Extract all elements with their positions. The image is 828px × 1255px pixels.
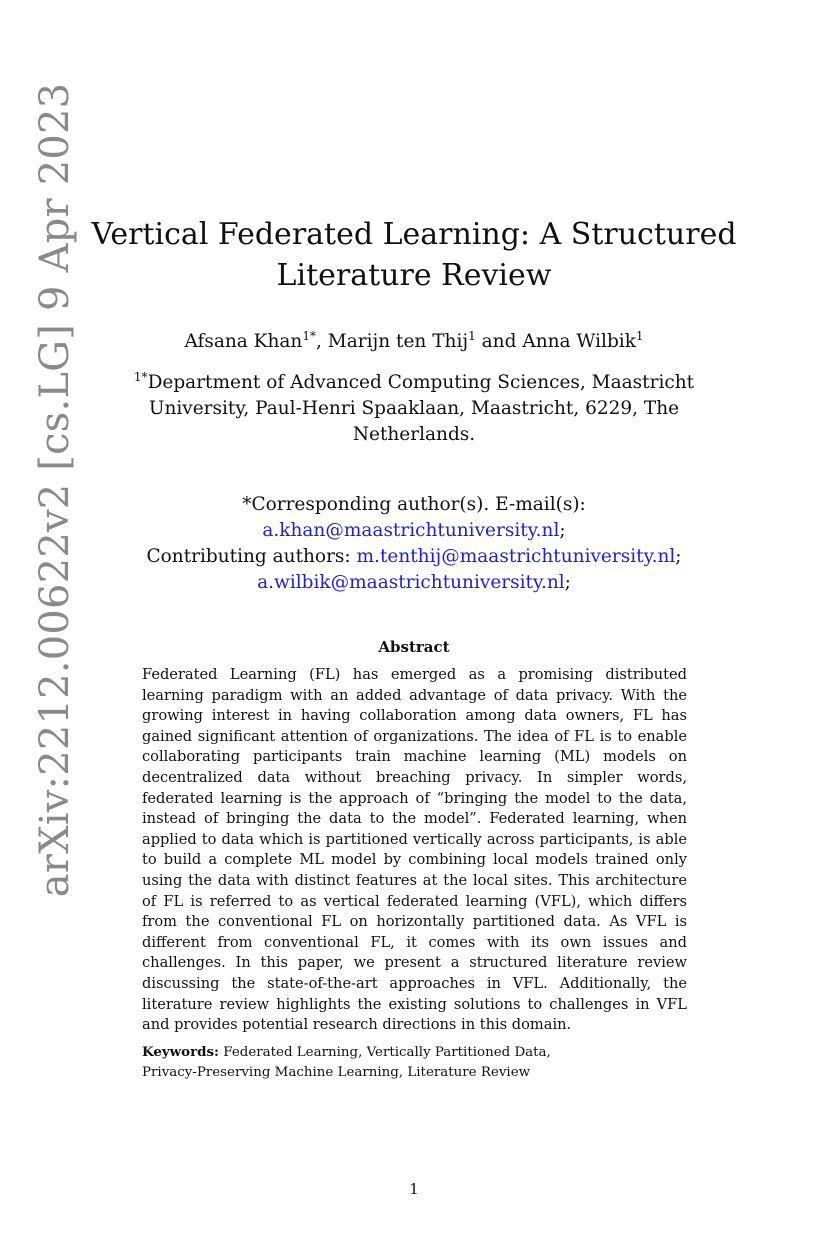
abstract-text: Federated Learning (FL) has emerged as a promising distributed learning paradigm with an added advantage of data privacy. With the growing interest in having collaboration among data owners, FL has gained significant attention of organizations. The idea of FL is to enable collaborating participants train machine learning (ML) models on decentralized data without breaching privacy. In simpler words, federated learning is the approach of “bringing the model to the data, instead of bringing the data to the model”. Federated learning, when applied to data which is partitioned vertically across participants, is able to build a complete ML model by combining local models trained only using the data with distinct features at the local sites. This architecture of FL is referred to as vertical federated learning (VFL), which differs from the conventional FL on horizontally partitioned data. As VFL is different from conventional FL, it comes with its own issues and challenges. In this paper, we present a structured literature review discussing the state-of-the-art approaches in VFL. Additionally, the literature review highlights the existing solutions to challenges in VFL and provides potential research directions in this domain. [142,666,687,1034]
title-line-2: Literature Review [276,258,552,293]
email-separator: ; [559,520,566,541]
corresponding-author-label: *Corresponding author(s). E-mail(s): [242,494,586,515]
author-separator: , [316,331,328,352]
paper-title [0,214,828,296]
keywords-label: Keywords: [142,1044,220,1060]
author-name: Marijn ten Thij [327,331,469,352]
author-affiliation-marker: 1* [302,329,316,343]
abstract-heading: Abstract [378,638,450,656]
keywords-line-2: Privacy-Preserving Machine Learning, Literature Review [142,1065,531,1080]
arxiv-identifier: arXiv:2212.00622v2 [cs.LG] 9 Apr 2023 [32,82,78,898]
email-link-tenthij[interactable]: m.tenthij@maastrichtuniversity.nl [356,546,676,567]
author-affiliation-marker: 1 [635,329,644,343]
email-separator: ; [675,546,682,567]
correspondence-block [0,492,828,596]
affiliation-line-2: University, Paul-Henri Spaaklaan, Maastricht, 6229, The [148,398,680,419]
author-name: Afsana Khan [184,331,303,352]
affiliation-line-1: Department of Advanced Computing Sciences, Maastricht [147,372,695,393]
keywords-block [142,1042,687,1083]
affiliation [0,370,828,448]
email-separator: ; [564,572,571,593]
author-name: Anna Wilbik [522,331,636,352]
affiliation-marker: 1* [133,370,148,384]
author-list [0,331,828,352]
email-link-wilbik[interactable]: a.wilbik@maastrichtuniversity.nl [257,572,565,593]
keywords-line-1: Federated Learning, Vertically Partitioned Data, [219,1045,551,1060]
email-link-khan[interactable]: a.khan@maastrichtuniversity.nl [262,520,560,541]
page-number: 1 [409,1180,419,1198]
author-separator: and [475,331,523,352]
contributing-authors-label: Contributing authors: [146,546,357,567]
author-affiliation-marker: 1 [468,329,476,343]
title-line-1: Vertical Federated Learning: A Structured [91,217,737,252]
affiliation-line-3: Netherlands. [352,424,476,445]
